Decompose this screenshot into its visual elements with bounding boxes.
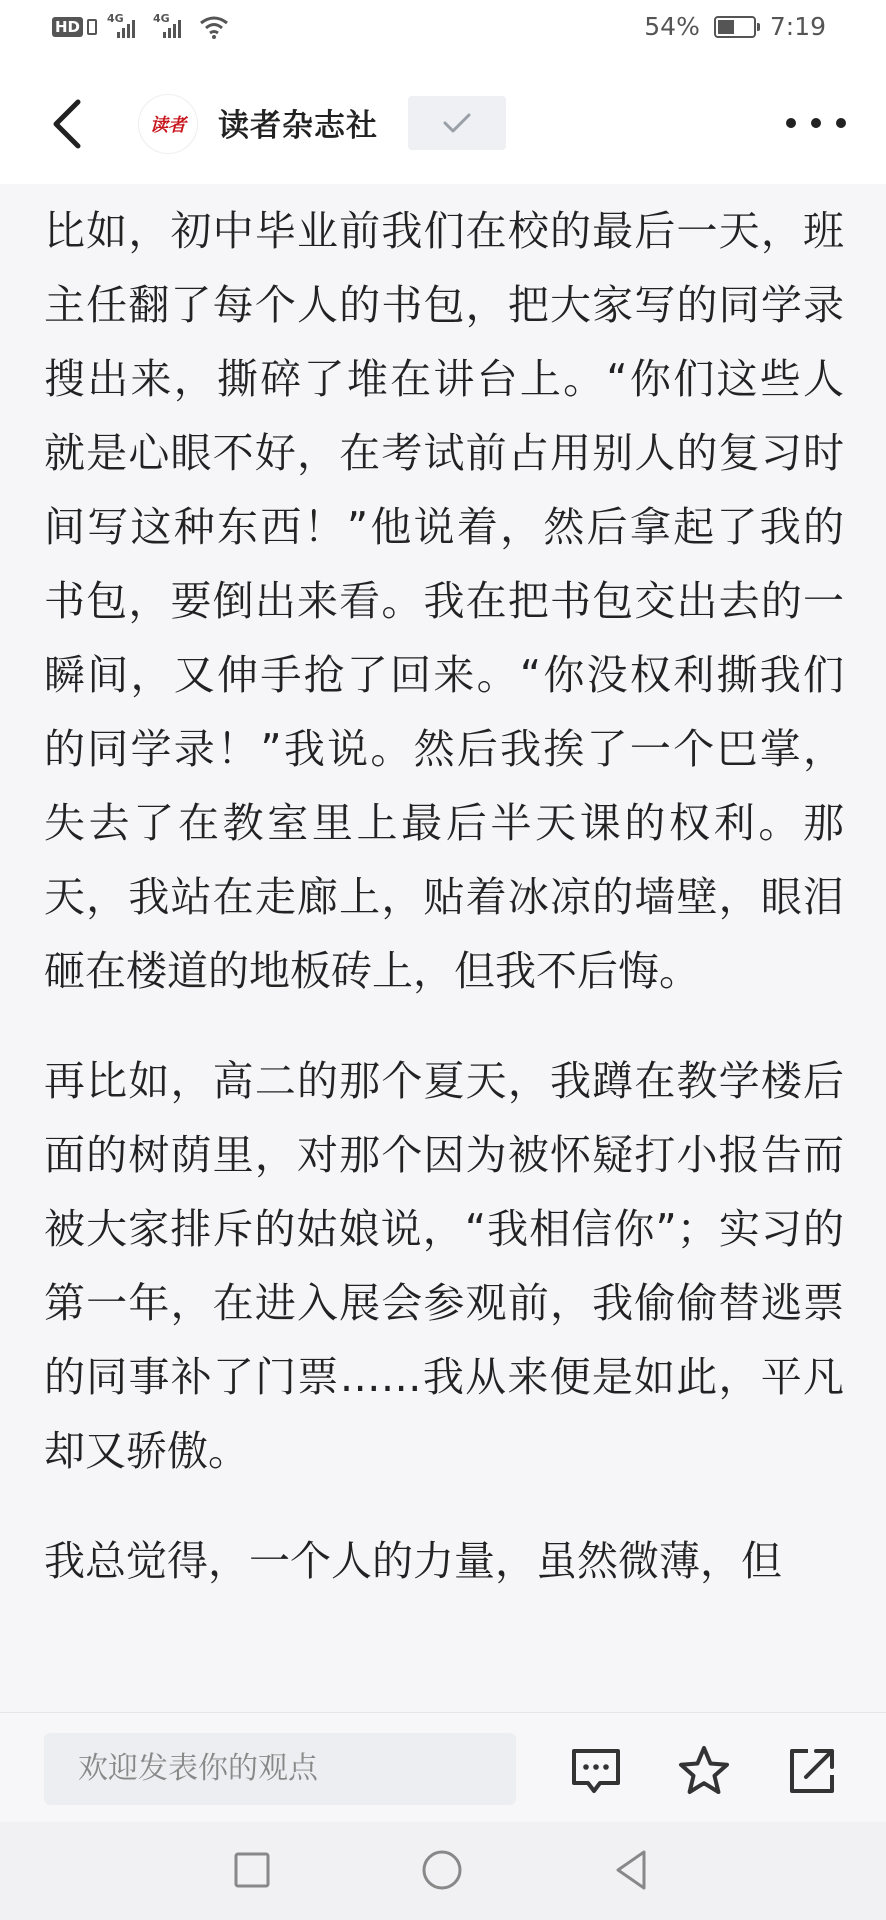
signal-icon-2 [153, 14, 189, 40]
article-paragraph: 我总觉得，一个人的力量，虽然微薄，但 [44, 1537, 782, 1585]
account-name[interactable]: 读者杂志社 [218, 108, 378, 144]
check-icon [442, 112, 472, 134]
article-paragraph: 再比如，高二的那个夏天，我蹲在教学楼后面的树荫里，对那个因为被怀疑打小报告而被大家排斥的姑娘说，“我相信你”；实习的第一年，在进入展会参观前，我偷偷替逃票的同事补了门票……我从来便是如此，平凡却又骄傲。 [44, 1057, 844, 1475]
chevron-left-icon[interactable] [44, 94, 94, 154]
more-dots-icon[interactable] [786, 110, 846, 136]
signal-label-2: 4G [153, 12, 170, 25]
hd-voice-icon [87, 19, 97, 35]
account-logo[interactable] [138, 94, 198, 154]
triangle-back-icon[interactable] [608, 1846, 656, 1894]
comment-input[interactable]: 欢迎发表你的观点 [44, 1733, 516, 1805]
article-paragraph: 比如，初中毕业前我们在校的最后一天，班主任翻了每个人的书包，把大家写的同学录搜出来，撕碎了堆在讲台上。“你们这些人就是心眼不好，在考试前占用别人的复习时间写这种东西！”他说着，然后拿起了我的书包，要倒出来看。我在把书包交出去的一瞬间，又伸手抢了回来。“你没权利撕我们的同学录！”我说。然后我挨了一个巴掌，失去了在教室里上最后半天课的权利。那天，我站在走廊上，贴着冰凉的墙壁，眼泪砸在楼道的地板砖上，但我不后悔。 [44, 207, 844, 995]
wifi-icon [199, 15, 229, 39]
article-body [44, 194, 844, 1634]
system-nav-bar [0, 1822, 886, 1920]
signal-label: 4G [107, 12, 124, 25]
share-icon[interactable] [786, 1745, 838, 1797]
comment-icon[interactable] [570, 1745, 622, 1797]
article-header [0, 62, 886, 184]
circle-home-icon[interactable] [418, 1846, 466, 1894]
clock: 7:19 [769, 12, 826, 41]
signal-icon [107, 14, 143, 40]
status-left [52, 14, 229, 40]
star-icon[interactable] [678, 1745, 730, 1797]
follow-button[interactable] [408, 96, 506, 150]
hd-badge: HD [52, 17, 83, 37]
battery-percent: 54% [644, 12, 700, 41]
status-bar [0, 0, 886, 62]
status-right [644, 12, 826, 41]
logo-text: 读者 [150, 115, 186, 136]
battery-icon [714, 16, 756, 38]
comment-bar [0, 1712, 886, 1823]
square-recent-icon[interactable] [228, 1846, 276, 1894]
